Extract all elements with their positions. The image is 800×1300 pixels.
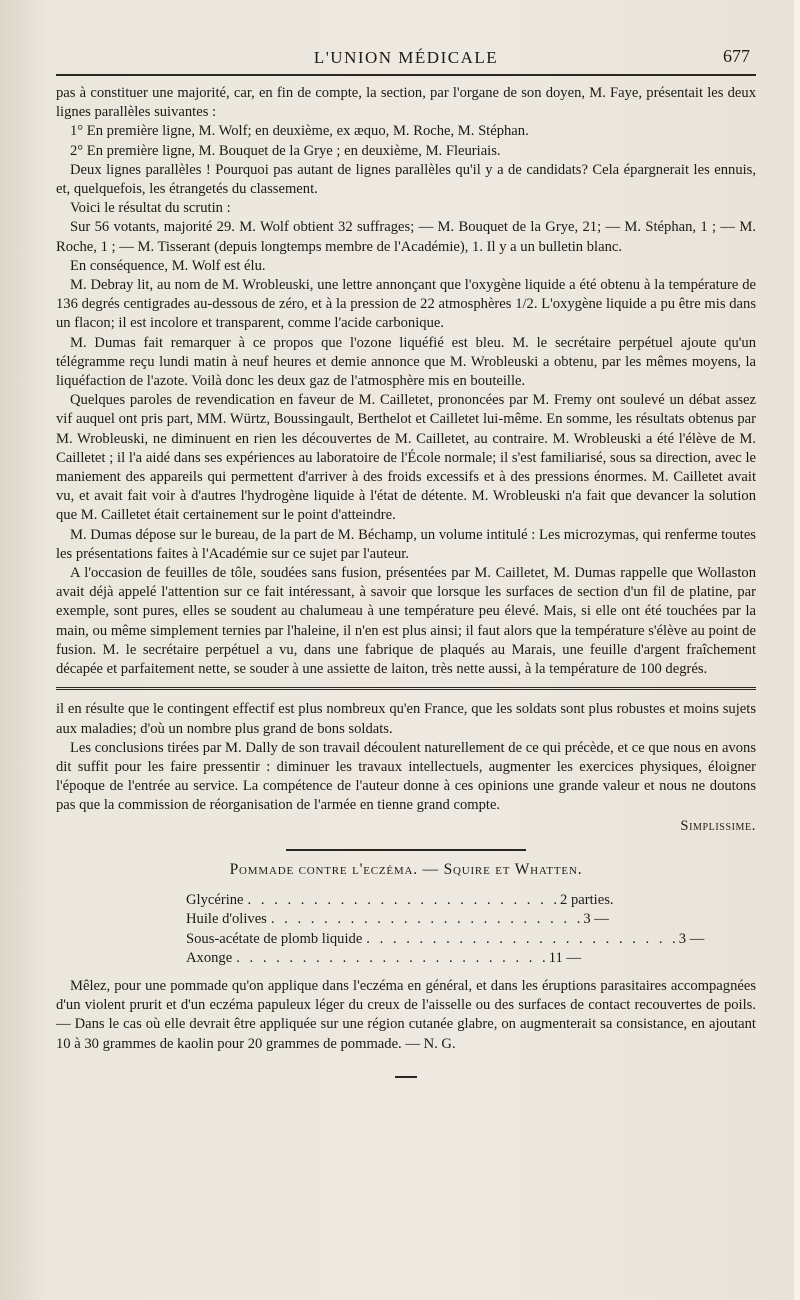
author-signature: Simplissime. <box>680 817 756 834</box>
ingredient-name: Sous-acétate de plomb liquide <box>186 930 363 947</box>
paragraph: Les conclusions tirées par M. Dally de son travail découlent naturellement de ce qui précède, et ce que nous en avons dit suffit pour les faire pressentir : diminuer les travaux intellectuels, augmenter les exercices physiques, éloigner l'époque de l'entrée au service. La compétence de l'auteur donne à ces opinions une grande valeur et nous ne doutons pas que la commission de réorganisation de l'armée en tienne grand compte. <box>56 739 756 814</box>
paragraph: il en résulte que le contingent effectif est plus nombreux qu'en France, que les soldats sont plus robustes et moins sujets aux maladies; d'où un nombre plus grand de bons soldats. <box>56 701 756 737</box>
paragraph: M. Dumas fait remarquer à ce propos que l'ozone liquéfié est bleu. M. le secrétaire perpétuel ajoute qu'un télégramme reçu lundi matin à neuf heures et demie annonce que M. Wrobleuski a obtenu, par les mêmes moyens, la liquéfaction de l'azote. Voilà donc les deux gaz de l'atmosphère mis en bouteille. <box>56 334 756 390</box>
paragraph: A l'occasion de feuilles de tôle, soudées sans fusion, présentées par M. Cailletet, M. Dumas rappelle que Wollaston avait déjà appelé l'attention sur ce fait intéressant, à savoir que lorsque les surfaces de section d'un fil de platine, par exemple, sont pures, elles se soudent au chalumeau à une température peu élevé. Mais, si elle ont été touchées par la main, ou même simplement ternies par l'haleine, il n'en est plus ainsi; il faut alors que la température s'élève au point de fusion. M. le secrétaire perpétuel a vu, dans une fabrique de plaqués au Marais, une feuille d'argent fraîchement décapée et parfaitement nette, se souder à une assiette de laiton, très nette aussi, à la température de 100 degrés. <box>56 565 756 678</box>
paragraph: Sur 56 votants, majorité 29. M. Wolf obtient 32 suffrages; — M. Bouquet de la Grye, 21; — M. Stéphan, 1 ; — M. Roche, 1 ; — M. Tisserant (depuis longtemps membre de l'Académie), 1. Il y a un bulletin blanc. <box>56 219 756 255</box>
ingredient-qty: 11 — <box>548 950 581 967</box>
page-header <box>56 38 756 72</box>
ingredient-list <box>186 891 705 969</box>
paragraph: 2° En première ligne, M. Bouquet de la Grye ; en deuxième, M. Fleuriais. <box>70 142 501 159</box>
paragraph: Voici le résultat du scrutin : <box>70 200 231 217</box>
list-item <box>186 891 614 911</box>
dot-leader: . . . . . . . . . . . . . . . . . . . . . . . . <box>236 950 549 967</box>
ingredient-name: Huile d'olives <box>186 911 267 928</box>
paragraph: 1° En première ligne, M. Wolf; en deuxième, ex æquo, M. Roche, M. Stéphan. <box>70 123 529 140</box>
paragraph: Deux lignes parallèles ! Pourquoi pas autant de lignes parallèles qu'il y a de candidats? Cela épargnerait les ennuis, et, quelquefois, les étrangetés du classement. <box>56 161 756 198</box>
ingredient-qty: 2 parties. <box>560 891 614 908</box>
paragraph: pas à constituer une majorité, car, en fin de compte, la section, par l'organe de son doyen, M. Faye, présentait les deux lignes parallèles suivantes : <box>56 85 756 121</box>
header-rule <box>56 74 756 76</box>
recipe-divider <box>286 849 526 851</box>
paragraph: M. Debray lit, au nom de M. Wrobleuski, une lettre annonçant que l'oxygène liquide a été obtenu à la température de 136 degrés centigrades au-dessous de zéro, et à la pression de 22 atmosphères 1/2. L'oxygène liquide a pu être mis dans un flacon; il est incolore et transparent, comme l'acide carbonique. <box>56 277 756 332</box>
ingredient-name: Glycérine <box>186 891 244 908</box>
ingredient-qty: 3 — <box>678 930 705 947</box>
paragraph: Quelques paroles de revendication en faveur de M. Cailletet, prononcées par M. Fremy ont soulevé un débat assez vif auquel ont pris part, MM. Würtz, Boussingault, Berthelot et Cailletet lui-même. En somme, les résultats obtenus par M. Wrobleuski, ne diminuent en rien les découvertes de M. Cailletet, au contraire. M. Wrobleuski a été l'élève de M. Cailletet ; il l'a aidé dans ses expériences au laboratoire de l'École normale; il s'est familiarisé, sous sa direction, avec le maniement des appareils qui permettent d'arriver à des froids excessifs et à des pressions énormes. M. Cailletet avait vu, et avait fait voir à d'autres l'hydrogène liquide à l'état de détente. M. Wrobleuski n'a fait que devancer la solution que M. Cailletet était certainement sur le point d'atteindre. <box>56 392 756 524</box>
dot-leader: . . . . . . . . . . . . . . . . . . . . . . . . <box>366 930 679 947</box>
ingredient-qty: 3 — <box>583 911 609 928</box>
journal-title: L'UNION MÉDICALE <box>313 48 499 67</box>
dot-leader: . . . . . . . . . . . . . . . . . . . . . . . . <box>247 891 561 908</box>
list-item <box>186 910 609 930</box>
dot-leader: . . . . . . . . . . . . . . . . . . . . . . . . <box>270 911 584 928</box>
page-number: 677 <box>723 46 750 66</box>
list-item <box>186 949 606 969</box>
recipe-text: Mêlez, pour une pommade qu'on applique dans l'eczéma en général, et dans les éruptions parasitaires accompagnées d'un violent prurit et d'un eczéma papuleux léger du creux de l'aisselle ou des surfaces de contact recouvertes de poils. — Dans le cas où elle devrait être appliquée sur une région cutanée glabre, on augmenterait sa consistance, en ajoutant 10 à 30 grammes de kaolin pour 20 grammes de pommade. — N. G. <box>56 977 756 1052</box>
recipe-section <box>56 861 756 1054</box>
list-item <box>186 930 705 950</box>
ingredient-name: Axonge <box>186 950 233 967</box>
academy-report <box>56 84 756 679</box>
recipe-title: Pommade contre l'eczéma. — Squire et Whatten. <box>229 860 583 878</box>
end-dash <box>395 1076 417 1078</box>
paragraph: En conséquence, M. Wolf est élu. <box>70 257 266 274</box>
army-report <box>56 700 756 834</box>
paragraph: M. Dumas dépose sur le bureau, de la part de M. Béchamp, un volume intitulé : Les microzymas, qui renferme toutes les présentations faites à l'Académie sur ce sujet par l'auteur. <box>56 526 756 562</box>
section-divider <box>56 687 756 690</box>
